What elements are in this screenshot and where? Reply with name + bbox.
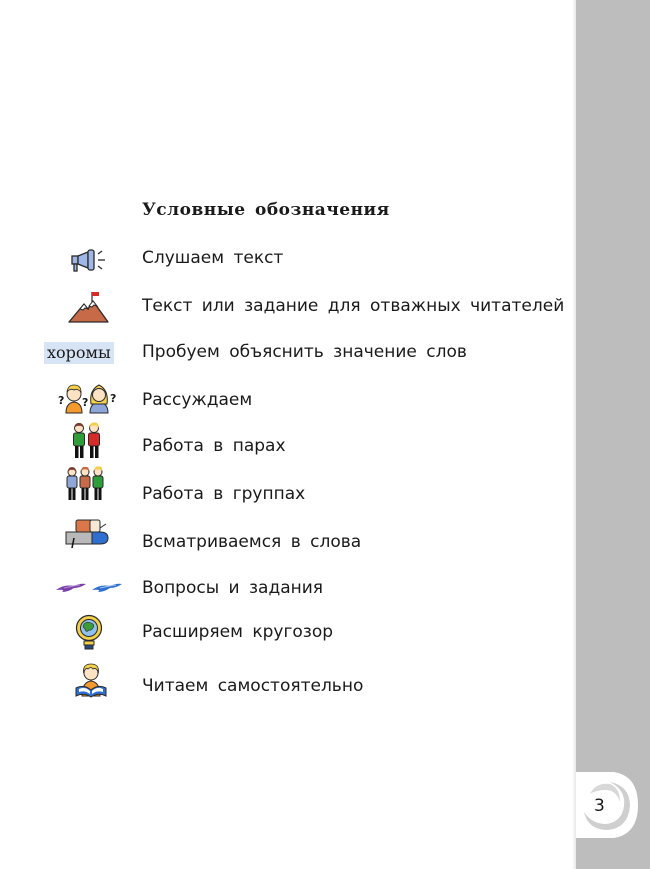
- mountain-flag-icon: [66, 290, 110, 328]
- pair-icon: [70, 422, 104, 464]
- legend-item: [0, 466, 576, 506]
- thinking-people-icon: [58, 382, 120, 418]
- legend-label: Всматриваемся в слова: [142, 532, 362, 552]
- legend-item: [0, 572, 576, 612]
- sidebar-strip: [576, 0, 650, 869]
- legend-label: Текст или задание для отважных читателей: [142, 296, 565, 316]
- legend-item: [0, 422, 576, 462]
- megaphone-icon: [70, 248, 110, 278]
- svg-text:?: ?: [58, 394, 65, 407]
- legend-item: [0, 516, 576, 556]
- legend-label: Вопросы и задания: [142, 578, 324, 598]
- legend-item: [0, 382, 576, 422]
- legend-label: Расширяем кругозор: [142, 622, 334, 642]
- legend-item: [0, 338, 576, 378]
- globe-lightbulb-icon: [74, 614, 104, 654]
- legend-label: Работа в группах: [142, 484, 306, 504]
- feather-swirls-icon: [54, 580, 124, 600]
- page-number-swirl: [574, 772, 640, 838]
- legend-item: [0, 244, 576, 284]
- page-number: 3: [594, 796, 605, 816]
- legend-item: [0, 662, 576, 702]
- books-icon: [64, 516, 112, 554]
- page-title: Условные обозначения: [142, 200, 390, 220]
- svg-text:?: ?: [82, 396, 89, 409]
- legend-label: Рассуждаем: [142, 390, 253, 410]
- legend-label: Слушаем текст: [142, 248, 284, 268]
- legend-item: [0, 614, 576, 654]
- legend-label: Читаем самостоятельно: [142, 676, 364, 696]
- reading-child-icon: [74, 662, 108, 704]
- svg-text:?: ?: [110, 392, 117, 405]
- legend-item: [0, 290, 576, 330]
- group-icon: [64, 466, 108, 506]
- legend-label: Работа в парах: [142, 436, 286, 456]
- legend-label: Пробуем объяснить значение слов: [142, 342, 467, 362]
- sample-word: хоромы: [44, 342, 114, 364]
